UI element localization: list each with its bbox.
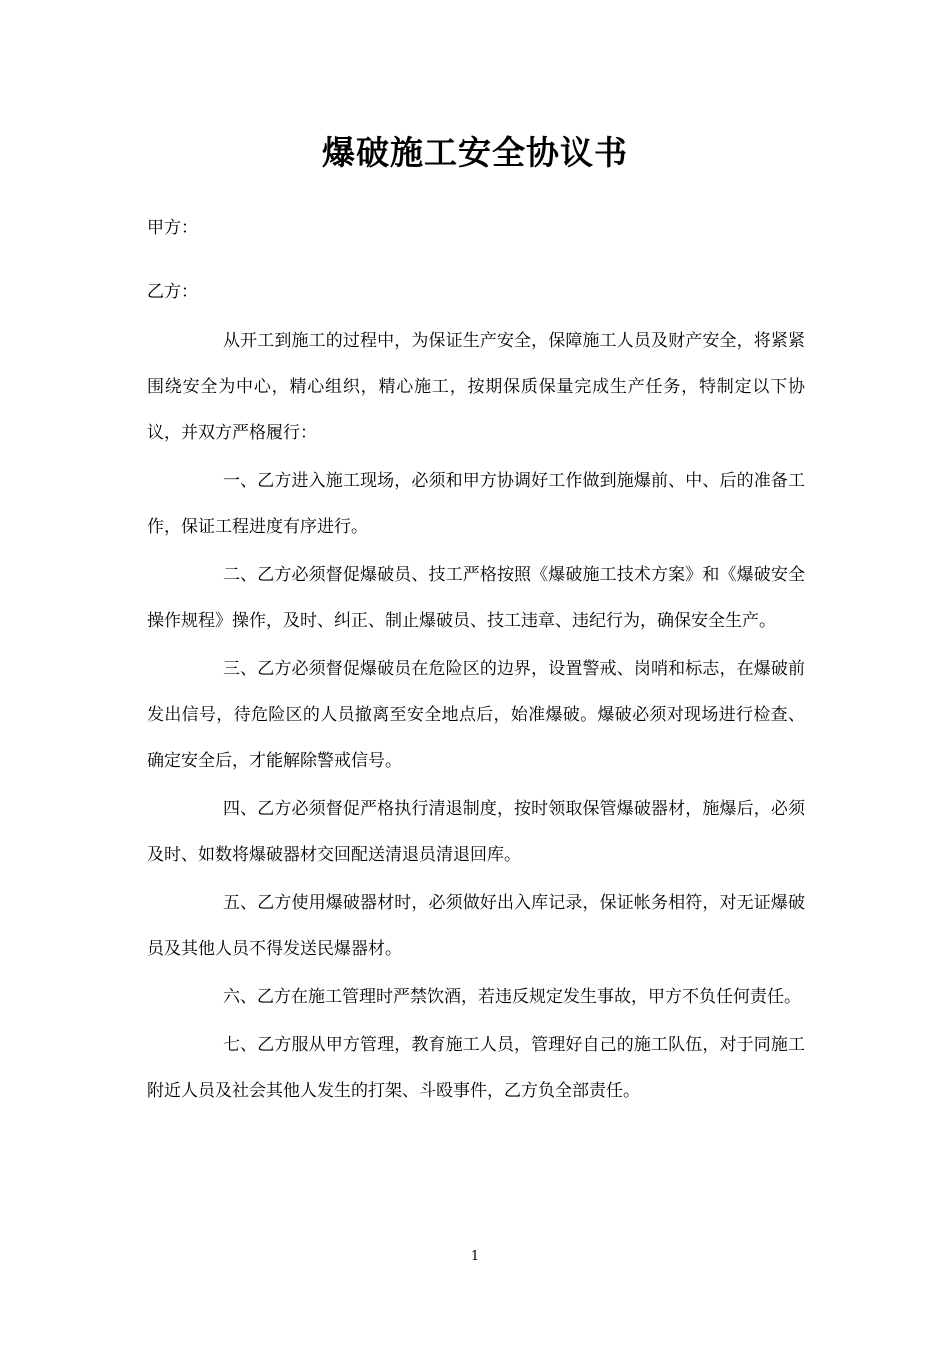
clause-7-paragraph: 七、乙方服从甲方管理，教育施工人员，管理好自己的施工队伍，对于同施工附近人员及社会其他人发生的打架、斗殴事件，乙方负全部责任。 [147,1035,805,1101]
clause-4-paragraph: 四、乙方必须督促严格执行清退制度，按时领取保管爆破器材，施爆后，必须及时、如数将爆破器材交回配送清退员清退回库。 [147,799,805,865]
intro-paragraph: 从开工到施工的过程中，为保证生产安全，保障施工人员及财产安全，将紧紧围绕安全为中心，精心组织，精心施工，按期保质保量完成生产任务，特制定以下协议，并双方严格履行： [147,331,805,443]
clause-1-paragraph: 一、乙方进入施工现场，必须和甲方协调好工作做到施爆前、中、后的准备工作，保证工程进度有序进行。 [147,471,805,537]
page-number: 1 [470,1249,480,1264]
clause-2-paragraph: 二、乙方必须督促爆破员、技工严格按照《爆破施工技术方案》和《爆破安全操作规程》操作，及时、纠正、制止爆破员、技工违章、违纪行为，确保安全生产。 [147,565,805,631]
party-a-label: 甲方： [147,218,198,238]
clause-5-paragraph: 五、乙方使用爆破器材时，必须做好出入库记录，保证帐务相符，对无证爆破员及其他人员不得发送民爆器材。 [147,893,805,959]
agreement-body [147,318,805,1114]
party-b-label: 乙方： [147,282,198,302]
clause-3-paragraph: 三、乙方必须督促爆破员在危险区的边界，设置警戒、岗哨和标志，在爆破前发出信号，待危险区的人员撤离至安全地点后，始准爆破。爆破必须对现场进行检查、确定安全后，才能解除警戒信号。 [147,659,805,771]
document-title: 爆破施工安全协议书 [322,133,628,172]
clause-6-paragraph: 六、乙方在施工管理时严禁饮酒，若违反规定发生事故，甲方不负任何责任。 [223,987,801,1007]
